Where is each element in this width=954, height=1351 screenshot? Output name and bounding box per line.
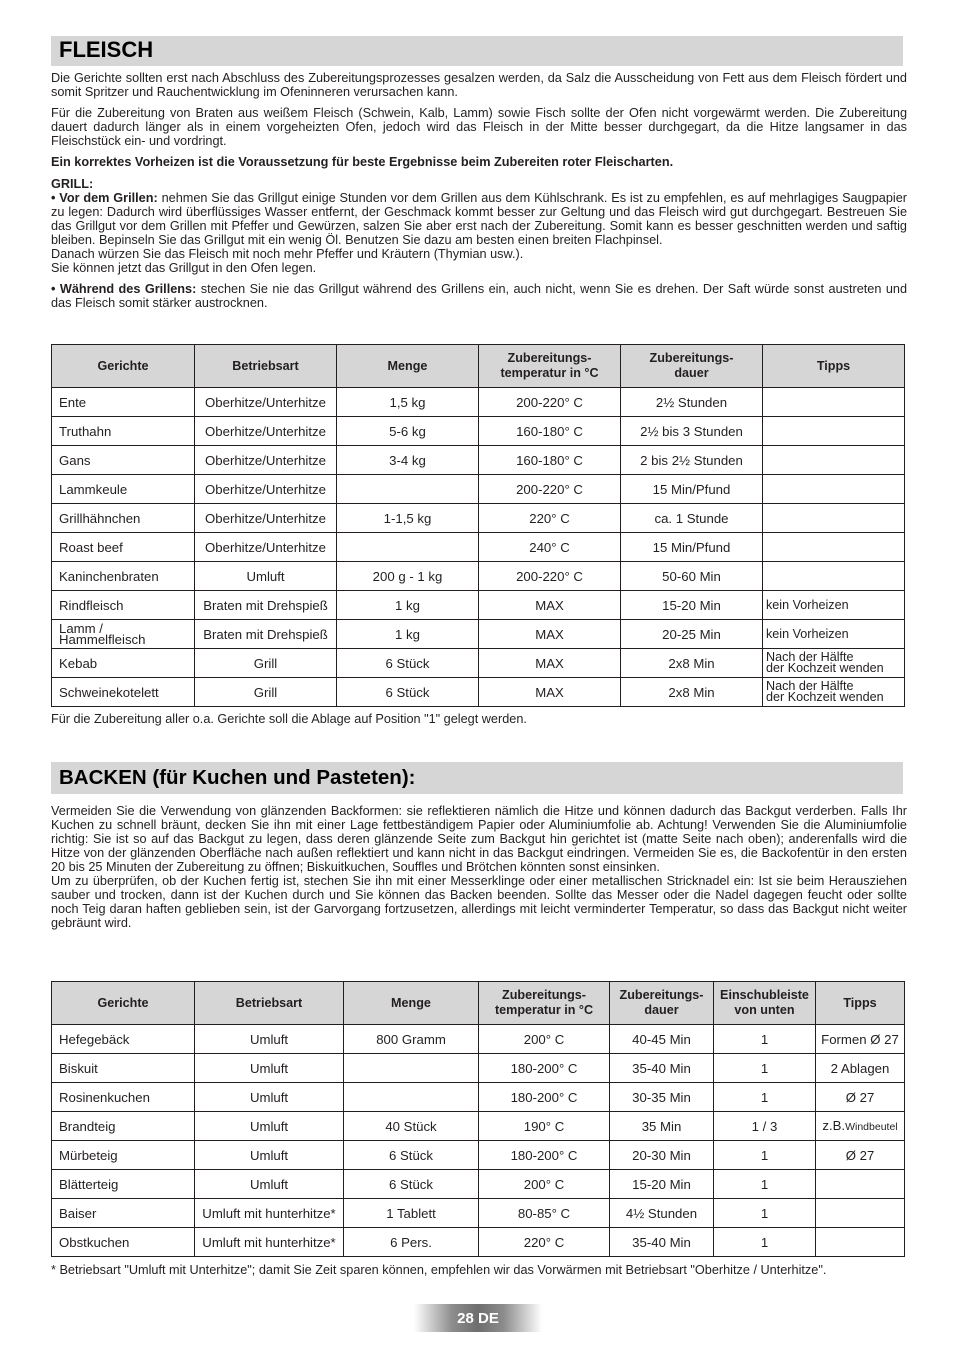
- dauer-cell: 50-60 Min: [621, 562, 763, 591]
- backen-footnote: * Betriebsart "Umluft mit Unterhitze"; damit Sie Zeit sparen können, empfehlen wir das Vorwärmen mit Betriebsart "Oberhitze / Unterhitze".: [51, 1263, 827, 1277]
- tipps-cell: [763, 533, 905, 562]
- header-tipps: Tipps: [816, 982, 905, 1025]
- backen-intro: [51, 804, 907, 930]
- grill-during-label: • Während des Grillens:: [51, 282, 197, 296]
- einschubleiste-cell: 1: [714, 1170, 816, 1199]
- fleisch-paragraph-2: Für die Zubereitung von Braten aus weißem Fleisch (Schwein, Kalb, Lamm) sowie Fisch sollte der Ofen nicht vorgewärmt werden. Die Zubereitung dauert dadurch länger als in einem vorgeheizten Ofen, jedoch wird das Fleisch in der Mitte besser durchgegart, da die Hitze langsamer in das Fleischstück ein- und vordringt.: [51, 106, 907, 148]
- gericht-cell: Gans: [52, 446, 195, 475]
- fleisch-table: [51, 344, 905, 707]
- tipps-cell: Formen Ø 27: [816, 1025, 905, 1054]
- betriebsart-cell: Umluft: [195, 1025, 344, 1054]
- temperatur-cell: 220° C: [479, 1228, 610, 1257]
- temperatur-cell: MAX: [479, 649, 621, 678]
- temperatur-cell: 190° C: [479, 1112, 610, 1141]
- gericht-cell: Ente: [52, 388, 195, 417]
- dauer-cell: 15-20 Min: [621, 591, 763, 620]
- tipps-cell: Ø 27: [816, 1141, 905, 1170]
- dauer-cell: ca. 1 Stunde: [621, 504, 763, 533]
- tipps-cell: [816, 1199, 905, 1228]
- table-header-row: [52, 982, 905, 1025]
- menge-cell: 6 Stück: [344, 1141, 479, 1170]
- menge-cell: 40 Stück: [344, 1112, 479, 1141]
- tipps-cell: Nach der Hälfte der Kochzeit wenden: [763, 678, 905, 707]
- einschubleiste-cell: 1 / 3: [714, 1112, 816, 1141]
- betriebsart-cell: Braten mit Drehspieß: [195, 620, 337, 649]
- header-tipps: Tipps: [763, 345, 905, 388]
- menge-cell: 200 g - 1 kg: [337, 562, 479, 591]
- tipps-cell: kein Vorheizen: [763, 591, 905, 620]
- gericht-cell: Kebab: [52, 649, 195, 678]
- page-number: 28 DE: [457, 1310, 499, 1327]
- menge-cell: 6 Pers.: [344, 1228, 479, 1257]
- table-row: [52, 388, 905, 417]
- menge-cell: 6 Stück: [337, 649, 479, 678]
- betriebsart-cell: Oberhitze/Unterhitze: [195, 533, 337, 562]
- tipps-cell: [763, 417, 905, 446]
- dauer-cell: 35-40 Min: [610, 1228, 714, 1257]
- temperatur-cell: 180-200° C: [479, 1083, 610, 1112]
- gericht-cell: Roast beef: [52, 533, 195, 562]
- einschubleiste-cell: 1: [714, 1199, 816, 1228]
- gericht-cell: Rosinenkuchen: [52, 1083, 195, 1112]
- menge-cell: [337, 533, 479, 562]
- header-betriebsart: Betriebsart: [195, 345, 337, 388]
- tipps-cell: [763, 388, 905, 417]
- backen-paragraph-2: Um zu überprüfen, ob der Kuchen fertig ist, stechen Sie ihn mit einer Messerklinge oder einer metallischen Stricknadel ein: Ist sie beim Herausziehen sauber und trocken, dann ist der Kuchen durch und Sie können das Backen beenden. Sollte das Messer oder die Nadel dagegen feucht oder sollte noch Teig daran haften geblieben sein, ist der Garvorgang fortzusetzen, allerdings mit leicht verminderter Temperatur, so dass das Backgut nicht weiter gebräunt wird.: [51, 874, 907, 930]
- temperatur-cell: 160-180° C: [479, 417, 621, 446]
- gericht-cell: Truthahn: [52, 417, 195, 446]
- tipps-cell: Ø 27: [816, 1083, 905, 1112]
- table-row: [52, 678, 905, 707]
- dauer-cell: 15 Min/Pfund: [621, 475, 763, 504]
- fleisch-paragraph-3: Ein korrektes Vorheizen ist die Voraussetzung für beste Ergebnisse beim Zubereiten roter Fleischarten.: [51, 155, 674, 169]
- gericht-cell: Obstkuchen: [52, 1228, 195, 1257]
- temperatur-cell: 200° C: [479, 1025, 610, 1054]
- table-row: [52, 1054, 905, 1083]
- gericht-cell: Rindfleisch: [52, 591, 195, 620]
- dauer-cell: 15-20 Min: [610, 1170, 714, 1199]
- gericht-cell: Blätterteig: [52, 1170, 195, 1199]
- table-row: [52, 504, 905, 533]
- fleisch-paragraph-1: Die Gerichte sollten erst nach Abschluss des Zubereitungsprozesses gesalzen werden, da Salz die Ausscheidung von Fett aus dem Fleisch fördert und somit Spritzer und Rauchentwicklung im Ofeninneren verursachen kann.: [51, 71, 907, 99]
- table-row: [52, 1170, 905, 1199]
- temperatur-cell: 200-220° C: [479, 562, 621, 591]
- temperatur-cell: 180-200° C: [479, 1054, 610, 1083]
- betriebsart-cell: Umluft: [195, 562, 337, 591]
- temperatur-cell: 200° C: [479, 1170, 610, 1199]
- grill-line-2: Danach würzen Sie das Fleisch mit noch mehr Pfeffer und Kräutern (Thymian usw.).: [51, 247, 524, 261]
- betriebsart-cell: Oberhitze/Unterhitze: [195, 388, 337, 417]
- betriebsart-cell: Umluft: [195, 1170, 344, 1199]
- betriebsart-cell: Umluft: [195, 1141, 344, 1170]
- page-footer: [414, 1304, 542, 1332]
- betriebsart-cell: Oberhitze/Unterhitze: [195, 446, 337, 475]
- fleisch-title-band: [51, 36, 903, 66]
- dauer-cell: 40-45 Min: [610, 1025, 714, 1054]
- temperatur-cell: 180-200° C: [479, 1141, 610, 1170]
- grill-during-text: stechen Sie nie das Grillgut während des Grillens ein, auch nicht, wenn Sie es drehen. Der Saft würde sonst austreten und das Fleisch somit stärker austrocknen.: [51, 282, 907, 310]
- table-row: [52, 1141, 905, 1170]
- header-menge: Menge: [344, 982, 479, 1025]
- betriebsart-cell: Umluft: [195, 1083, 344, 1112]
- betriebsart-cell: Umluft: [195, 1054, 344, 1083]
- tipps-cell: Nach der Hälfte der Kochzeit wenden: [763, 649, 905, 678]
- gericht-cell: Lammkeule: [52, 475, 195, 504]
- backen-title: BACKEN (für Kuchen und Pasteten):: [59, 766, 416, 789]
- grill-before-label: • Vor dem Grillen:: [51, 191, 158, 205]
- einschubleiste-cell: 1: [714, 1054, 816, 1083]
- einschubleiste-cell: 1: [714, 1228, 816, 1257]
- header-betriebsart: Betriebsart: [195, 982, 344, 1025]
- einschubleiste-cell: 1: [714, 1141, 816, 1170]
- fleisch-note: Für die Zubereitung aller o.a. Gerichte soll die Ablage auf Position "1" gelegt werden.: [51, 712, 527, 726]
- menge-cell: 6 Stück: [337, 678, 479, 707]
- dauer-cell: 15 Min/Pfund: [621, 533, 763, 562]
- menge-cell: 800 Gramm: [344, 1025, 479, 1054]
- dauer-cell: 20-30 Min: [610, 1141, 714, 1170]
- temperatur-cell: MAX: [479, 678, 621, 707]
- temperatur-cell: 200-220° C: [479, 475, 621, 504]
- menge-cell: 6 Stück: [344, 1170, 479, 1199]
- betriebsart-cell: Umluft: [195, 1112, 344, 1141]
- header-temperatur: Zubereitungs- temperatur in °C: [479, 982, 610, 1025]
- backen-paragraph-1: Vermeiden Sie die Verwendung von glänzenden Backformen: sie reflektieren nämlich die Hitze und können dadurch das Backgut verderben. Falls Ihr Kuchen zu schnell bräunt, decken Sie ihn mit einer Lage fettbeständigem Papier oder Aluminiumfolie ab. Achtung! Verwenden Sie die Aluminiumfolie richtig: Sie ist so auf das Backgut zu legen, dass deren glänzende Seite zum Backgut hin gerichtet ist (matte Seite nach oben); anderenfalls wird die Hitze von der glänzenden Oberfläche nach außen reflektiert und kann nicht in das Backgut eindringen. Vermeiden Sie es, die Backofentür in den ersten 20 bis 25 Minuten der Zubereitung zu öffnen; Biskuitkuchen, Souffles und Brötchen könnten sonst einsinken.: [51, 804, 907, 874]
- header-einschubleiste: Einschubleiste von unten: [714, 982, 816, 1025]
- grill-during-paragraph: [51, 282, 907, 310]
- dauer-cell: 2½ bis 3 Stunden: [621, 417, 763, 446]
- header-dauer: Zubereitungs- dauer: [610, 982, 714, 1025]
- grill-heading: GRILL:: [51, 177, 94, 191]
- betriebsart-cell: Oberhitze/Unterhitze: [195, 504, 337, 533]
- table-row: [52, 1228, 905, 1257]
- dauer-cell: 20-25 Min: [621, 620, 763, 649]
- temperatur-cell: MAX: [479, 591, 621, 620]
- betriebsart-cell: Oberhitze/Unterhitze: [195, 417, 337, 446]
- dauer-cell: 4½ Stunden: [610, 1199, 714, 1228]
- betriebsart-cell: Braten mit Drehspieß: [195, 591, 337, 620]
- tipps-cell: kein Vorheizen: [763, 620, 905, 649]
- betriebsart-cell: Oberhitze/Unterhitze: [195, 475, 337, 504]
- table-row: [52, 533, 905, 562]
- dauer-cell: 35 Min: [610, 1112, 714, 1141]
- table-row: [52, 591, 905, 620]
- menge-cell: 1 kg: [337, 591, 479, 620]
- betriebsart-cell: Umluft mit hunterhitze*: [195, 1228, 344, 1257]
- grill-before-paragraph: [51, 191, 907, 247]
- menge-cell: 1 Tablett: [344, 1199, 479, 1228]
- tipps-cell: [816, 1228, 905, 1257]
- gericht-cell: Kaninchenbraten: [52, 562, 195, 591]
- menge-cell: 5-6 kg: [337, 417, 479, 446]
- table-row: [52, 446, 905, 475]
- header-gericht: Gerichte: [52, 345, 195, 388]
- gericht-cell: Schweinekotelett: [52, 678, 195, 707]
- einschubleiste-cell: 1: [714, 1025, 816, 1054]
- temperatur-cell: 200-220° C: [479, 388, 621, 417]
- backen-table: [51, 981, 905, 1257]
- gericht-cell: Hefegebäck: [52, 1025, 195, 1054]
- dauer-cell: 2x8 Min: [621, 678, 763, 707]
- menge-cell: [337, 475, 479, 504]
- gericht-cell: Lamm / Hammelfleisch: [52, 620, 195, 649]
- menge-cell: 1,5 kg: [337, 388, 479, 417]
- table-row: [52, 620, 905, 649]
- dauer-cell: 2½ Stunden: [621, 388, 763, 417]
- gericht-cell: Mürbeteig: [52, 1141, 195, 1170]
- tipps-cell: [763, 475, 905, 504]
- menge-cell: 1-1,5 kg: [337, 504, 479, 533]
- tipps-cell: [763, 562, 905, 591]
- fleisch-title: FLEISCH: [59, 37, 154, 62]
- tipps-cell: [763, 446, 905, 475]
- table-row: [52, 649, 905, 678]
- header-menge: Menge: [337, 345, 479, 388]
- gericht-cell: Biskuit: [52, 1054, 195, 1083]
- table-header-row: [52, 345, 905, 388]
- tip-text-small: Windbeutel: [845, 1120, 898, 1133]
- tipps-cell: [816, 1112, 905, 1141]
- gericht-cell: Brandteig: [52, 1112, 195, 1141]
- temperatur-cell: 160-180° C: [479, 446, 621, 475]
- betriebsart-cell: Umluft mit hunterhitze*: [195, 1199, 344, 1228]
- backen-title-band: [51, 762, 903, 794]
- tipps-cell: [763, 504, 905, 533]
- temperatur-cell: 220° C: [479, 504, 621, 533]
- gericht-cell: Baiser: [52, 1199, 195, 1228]
- einschubleiste-cell: 1: [714, 1083, 816, 1112]
- table-row: [52, 1112, 905, 1141]
- table-row: [52, 417, 905, 446]
- table-row: [52, 1199, 905, 1228]
- header-dauer: Zubereitungs- dauer: [621, 345, 763, 388]
- menge-cell: [344, 1054, 479, 1083]
- fleisch-intro: [51, 71, 907, 310]
- header-gericht: Gerichte: [52, 982, 195, 1025]
- grill-before-text: nehmen Sie das Grillgut einige Stunden vor dem Grillen aus dem Kühlschrank. Es ist zu empfehlen, es auf mehrlagiges Saugpapier zu legen: Dadurch wird überflüssiges Wasser entfernt, der Geschmack kommt besser zur Geltung und das Fleisch wird gut durchgegart. Bestreuen Sie das Grillgut vor dem Grillen mit Pfeffer und Gewürzen, salzen Sie aber erst nach der Zubereitung. Somit kann es besser geschnitten werden und saftig bleiben. Bepinseln Sie das Grillgut mit ein wenig Öl. Benutzen Sie dazu am besten einen breiten Flachpinsel.: [51, 191, 907, 247]
- table-row: [52, 562, 905, 591]
- table-row: [52, 1083, 905, 1112]
- dauer-cell: 30-35 Min: [610, 1083, 714, 1112]
- betriebsart-cell: Grill: [195, 649, 337, 678]
- grill-line-3: Sie können jetzt das Grillgut in den Ofen legen.: [51, 261, 317, 275]
- temperatur-cell: 240° C: [479, 533, 621, 562]
- betriebsart-cell: Grill: [195, 678, 337, 707]
- menge-cell: 3-4 kg: [337, 446, 479, 475]
- header-temperatur: Zubereitungs- temperatur in °C: [479, 345, 621, 388]
- dauer-cell: 35-40 Min: [610, 1054, 714, 1083]
- menge-cell: [344, 1083, 479, 1112]
- temperatur-cell: MAX: [479, 620, 621, 649]
- dauer-cell: 2 bis 2½ Stunden: [621, 446, 763, 475]
- menge-cell: 1 kg: [337, 620, 479, 649]
- dauer-cell: 2x8 Min: [621, 649, 763, 678]
- table-row: [52, 475, 905, 504]
- tip-text: z.B.: [822, 1117, 846, 1133]
- tipps-cell: 2 Ablagen: [816, 1054, 905, 1083]
- temperatur-cell: 80-85° C: [479, 1199, 610, 1228]
- table-row: [52, 1025, 905, 1054]
- tipps-cell: [816, 1170, 905, 1199]
- gericht-cell: Grillhähnchen: [52, 504, 195, 533]
